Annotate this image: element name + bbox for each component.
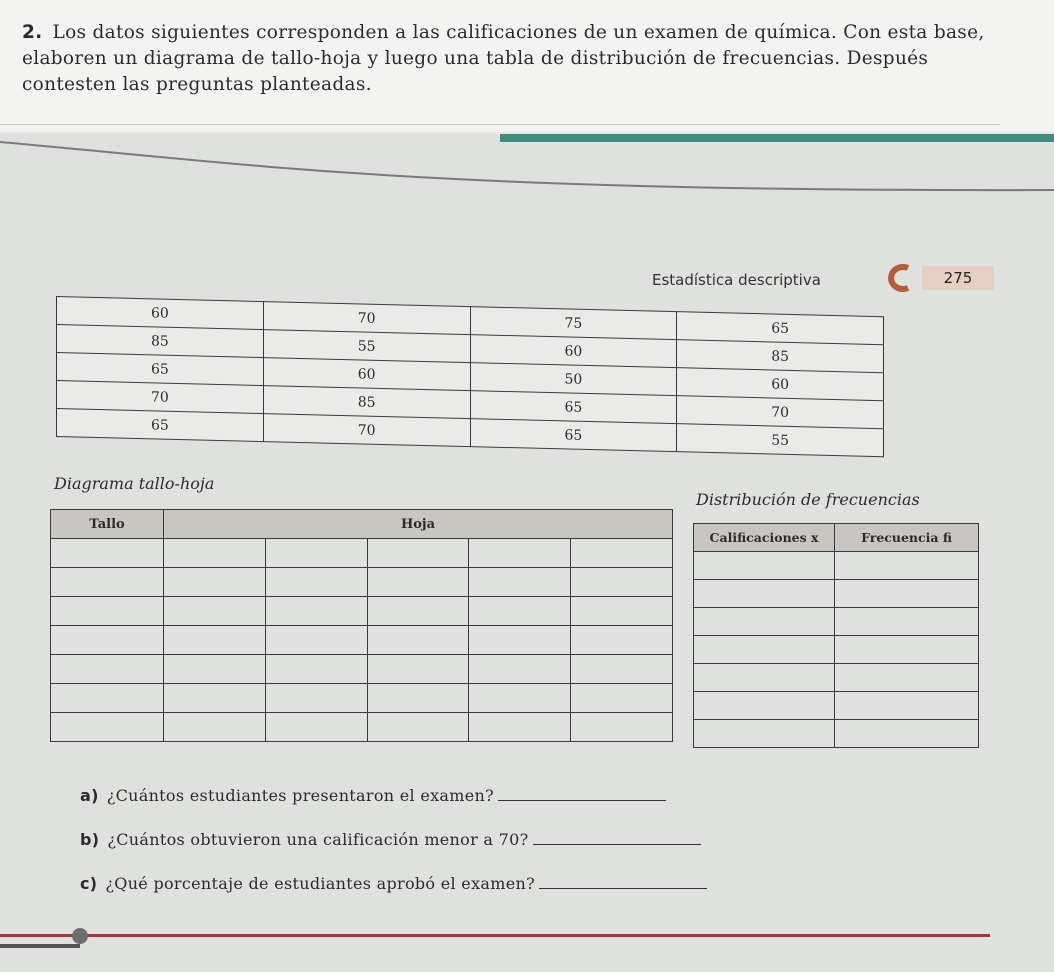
frequency-title: Distribución de frecuencias (696, 490, 920, 509)
question-c: c) ¿Qué porcentaje de estudiantes aprobó el examen? (80, 874, 707, 893)
grades-header: Calificaciones x (694, 524, 835, 552)
data-cell: 65 (470, 391, 677, 424)
problem-number: 2. (22, 22, 43, 43)
leaf-cell[interactable] (571, 655, 673, 684)
leaf-cell[interactable] (469, 626, 571, 655)
chapter-c-icon (882, 264, 918, 292)
leaf-cell[interactable] (164, 568, 266, 597)
leaf-cell[interactable] (571, 568, 673, 597)
leaf-cell[interactable] (164, 597, 266, 626)
data-cell: 65 (57, 353, 264, 386)
leaf-cell[interactable] (367, 597, 469, 626)
leaf-cell[interactable] (265, 713, 367, 742)
leaf-cell[interactable] (265, 655, 367, 684)
grade-cell[interactable] (694, 552, 835, 580)
leaf-cell[interactable] (571, 626, 673, 655)
leaf-cell[interactable] (265, 684, 367, 713)
chapter-title: Estadística descriptiva (652, 271, 821, 289)
question-b: b) ¿Cuántos obtuvieron una calificación menor a 70? (80, 830, 701, 849)
frequency-cell[interactable] (835, 608, 979, 636)
frequency-cell[interactable] (835, 552, 979, 580)
stem-cell[interactable] (51, 626, 164, 655)
stem-leaf-row (51, 597, 673, 626)
data-cell: 55 (263, 330, 470, 363)
leaf-cell[interactable] (367, 568, 469, 597)
leaf-cell[interactable] (571, 597, 673, 626)
leaf-cell[interactable] (469, 684, 571, 713)
frequency-row (694, 720, 979, 748)
data-cell: 85 (57, 325, 264, 358)
leaf-cell[interactable] (571, 713, 673, 742)
leaf-cell[interactable] (164, 713, 266, 742)
stem-cell[interactable] (51, 568, 164, 597)
leaf-cell[interactable] (265, 626, 367, 655)
answer-blank-b[interactable] (533, 830, 701, 845)
data-cell: 50 (470, 363, 677, 396)
leaf-cell[interactable] (265, 597, 367, 626)
stem-leaf-row (51, 568, 673, 597)
leaf-cell[interactable] (164, 626, 266, 655)
leaf-cell[interactable] (571, 539, 673, 568)
question-a: a) ¿Cuántos estudiantes presentaron el examen? (80, 786, 666, 805)
data-cell: 70 (677, 396, 884, 429)
data-cell: 65 (57, 409, 264, 442)
leaf-cell[interactable] (164, 539, 266, 568)
page-curve-line (0, 134, 1054, 204)
grade-cell[interactable] (694, 608, 835, 636)
frequency-row (694, 636, 979, 664)
data-cell: 60 (263, 358, 470, 391)
grade-cell[interactable] (694, 580, 835, 608)
frequency-cell[interactable] (835, 692, 979, 720)
leaf-cell[interactable] (367, 684, 469, 713)
answer-blank-a[interactable] (498, 786, 666, 801)
stem-cell[interactable] (51, 597, 164, 626)
grade-cell[interactable] (694, 692, 835, 720)
data-cell: 55 (677, 424, 884, 457)
leaf-cell[interactable] (469, 539, 571, 568)
frequency-cell[interactable] (835, 720, 979, 748)
leaf-cell[interactable] (265, 568, 367, 597)
divider (0, 124, 1000, 125)
leaf-header: Hoja (164, 510, 673, 539)
stem-leaf-title: Diagrama tallo-hoja (54, 474, 215, 493)
leaf-cell[interactable] (265, 539, 367, 568)
frequency-row (694, 552, 979, 580)
leaf-cell[interactable] (469, 713, 571, 742)
stem-leaf-row (51, 713, 673, 742)
frequency-cell[interactable] (835, 664, 979, 692)
stem-cell[interactable] (51, 655, 164, 684)
leaf-cell[interactable] (571, 684, 673, 713)
data-cell: 60 (677, 368, 884, 401)
data-cell: 60 (57, 297, 264, 330)
leaf-cell[interactable] (367, 655, 469, 684)
stem-leaf-row (51, 655, 673, 684)
stem-leaf-table (50, 509, 673, 742)
answer-blank-c[interactable] (539, 874, 707, 889)
problem-statement (22, 20, 1022, 98)
frequency-cell[interactable] (835, 636, 979, 664)
grade-cell[interactable] (694, 636, 835, 664)
leaf-cell[interactable] (164, 684, 266, 713)
data-cell: 85 (677, 340, 884, 373)
leaf-cell[interactable] (367, 713, 469, 742)
grade-cell[interactable] (694, 664, 835, 692)
leaf-cell[interactable] (469, 655, 571, 684)
frequency-row (694, 664, 979, 692)
stem-cell[interactable] (51, 713, 164, 742)
page-number: 275 (922, 266, 994, 290)
leaf-cell[interactable] (164, 655, 266, 684)
frequency-cell[interactable] (835, 580, 979, 608)
bottom-dot-icon (72, 928, 88, 944)
leaf-cell[interactable] (469, 597, 571, 626)
grade-cell[interactable] (694, 720, 835, 748)
data-cell: 70 (57, 381, 264, 414)
stem-header: Tallo (51, 510, 164, 539)
data-cell: 70 (263, 302, 470, 335)
data-cell: 65 (677, 312, 884, 345)
stem-cell[interactable] (51, 539, 164, 568)
data-cell: 65 (470, 419, 677, 452)
stem-leaf-row (51, 684, 673, 713)
frequency-row (694, 608, 979, 636)
frequency-row (694, 580, 979, 608)
stem-cell[interactable] (51, 684, 164, 713)
data-cell: 85 (263, 386, 470, 419)
frequency-row (694, 692, 979, 720)
bottom-rule-dark (0, 944, 80, 948)
leaf-cell[interactable] (367, 626, 469, 655)
stem-leaf-row (51, 539, 673, 568)
data-cell: 75 (470, 307, 677, 340)
grades-data-table (56, 296, 884, 457)
bottom-rule (0, 934, 990, 937)
stem-leaf-row (51, 626, 673, 655)
data-cell: 70 (263, 414, 470, 447)
leaf-cell[interactable] (469, 568, 571, 597)
frequency-table (693, 523, 979, 748)
frequency-header: Frecuencia fi (835, 524, 979, 552)
data-cell: 60 (470, 335, 677, 368)
problem-text: Los datos siguientes corresponden a las calificaciones de un examen de química. Con esta base, elaboren un diagrama de tallo-hoja y luego una tabla de distribución de frecuencias. Después contesten las preguntas planteadas. (22, 22, 985, 95)
leaf-cell[interactable] (367, 539, 469, 568)
